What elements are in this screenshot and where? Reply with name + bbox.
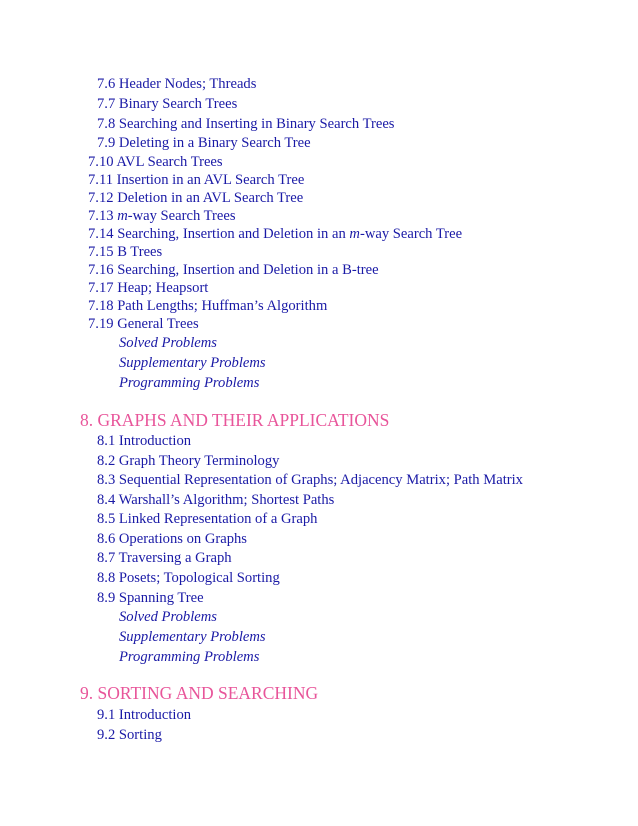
- toc-item-7-16[interactable]: 7.16 Searching, Insertion and Deletion in a B-tree: [88, 262, 379, 278]
- toc-item-8-programming-problems[interactable]: Programming Problems: [119, 649, 260, 665]
- toc-item-7-6[interactable]: 7.6 Header Nodes; Threads: [97, 76, 257, 92]
- toc-item-7-18[interactable]: 7.18 Path Lengths; Huffman’s Algorithm: [88, 298, 328, 314]
- toc-item-7-14-emphasis: m: [349, 226, 360, 242]
- toc-item-7-14-label: -way Search Tree: [359, 226, 463, 242]
- toc-item-7-13-label: -way Search Trees: [127, 208, 236, 224]
- toc-item-8-7[interactable]: 8.7 Traversing a Graph: [97, 550, 232, 566]
- toc-item-8-supplementary-problems[interactable]: Supplementary Problems: [119, 629, 266, 645]
- toc-item-7-14-prefix: 7.14 Searching, Insertion and Deletion in an: [88, 226, 350, 242]
- toc-item-7-11[interactable]: 7.11 Insertion in an AVL Search Tree: [88, 172, 305, 188]
- toc-item-9-2[interactable]: 9.2 Sorting: [97, 727, 162, 743]
- toc-item-7-9[interactable]: 7.9 Deleting in a Binary Search Tree: [97, 135, 311, 151]
- chapter-8-heading[interactable]: 8. GRAPHS AND THEIR APPLICATIONS: [80, 410, 390, 430]
- toc-item-8-solved-problems[interactable]: Solved Problems: [119, 609, 217, 625]
- toc-item-7-13-number: 7.13: [88, 208, 118, 224]
- toc-item-7-solved-problems[interactable]: Solved Problems: [119, 335, 217, 351]
- toc-item-8-3[interactable]: 8.3 Sequential Representation of Graphs; Adjacency Matrix; Path Matrix: [97, 472, 523, 488]
- toc-item-7-13[interactable]: [88, 207, 236, 225]
- toc-item-7-12[interactable]: 7.12 Deletion in an AVL Search Tree: [88, 190, 304, 206]
- toc-item-8-6[interactable]: 8.6 Operations on Graphs: [97, 531, 247, 547]
- toc-item-8-9[interactable]: 8.9 Spanning Tree: [97, 590, 204, 606]
- toc-item-7-supplementary-problems[interactable]: Supplementary Problems: [119, 355, 266, 371]
- chapter-9-heading[interactable]: 9. SORTING AND SEARCHING: [80, 683, 319, 703]
- toc-item-7-17[interactable]: 7.17 Heap; Heapsort: [88, 280, 209, 296]
- toc-item-7-8[interactable]: 7.8 Searching and Inserting in Binary Search Trees: [97, 116, 395, 132]
- toc-item-7-7[interactable]: 7.7 Binary Search Trees: [97, 96, 238, 112]
- toc-item-8-5[interactable]: 8.5 Linked Representation of a Graph: [97, 511, 318, 527]
- toc-item-7-19[interactable]: 7.19 General Trees: [88, 316, 199, 332]
- toc-item-7-programming-problems[interactable]: Programming Problems: [119, 375, 260, 391]
- toc-item-7-10[interactable]: 7.10 AVL Search Trees: [88, 154, 223, 170]
- toc-item-8-8[interactable]: 8.8 Posets; Topological Sorting: [97, 570, 280, 586]
- toc-item-8-4[interactable]: 8.4 Warshall’s Algorithm; Shortest Paths: [97, 492, 335, 508]
- toc-item-7-14[interactable]: [88, 225, 462, 243]
- toc-item-8-2[interactable]: 8.2 Graph Theory Terminology: [97, 453, 280, 469]
- toc-item-9-1[interactable]: 9.1 Introduction: [97, 707, 192, 723]
- toc-item-7-15[interactable]: 7.15 B Trees: [88, 244, 163, 260]
- toc-item-7-13-emphasis: m: [117, 208, 128, 224]
- toc-item-8-1[interactable]: 8.1 Introduction: [97, 433, 192, 449]
